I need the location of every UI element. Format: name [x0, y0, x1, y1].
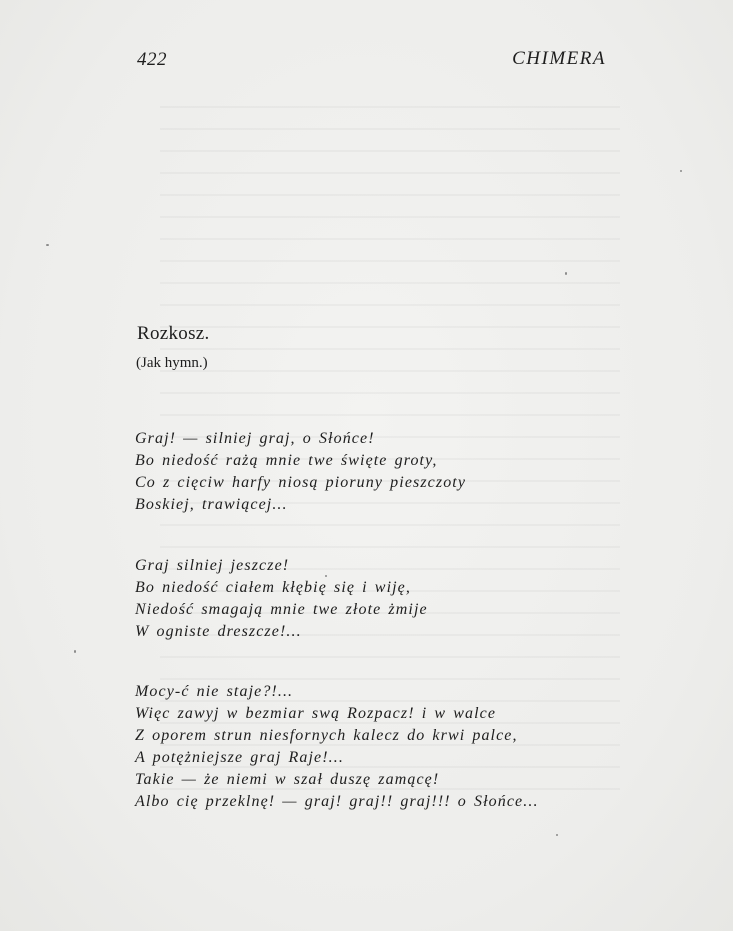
paper-speck [46, 244, 49, 246]
poem-line: Albo cię przeklnę! — graj! graj!! graj!!! o Słońce... [135, 793, 539, 810]
paper-speck [556, 834, 558, 836]
poem-line: Niedość smagają mnie twe złote żmije [135, 601, 428, 618]
poem-line: Boskiej, trawiącej... [135, 496, 288, 513]
poem-line: A potężniejsze graj Raje!... [135, 749, 344, 766]
stanza-2 [135, 555, 428, 643]
paper-speck [325, 575, 327, 577]
poem-line: Z oporem strun niesfornych kalecz do krwi palce, [135, 727, 518, 744]
stanza-3 [135, 681, 539, 813]
poem-line: Graj silniej jeszcze! [135, 557, 290, 574]
stanza-1 [135, 428, 466, 516]
poem-title: Rozkosz. [137, 323, 210, 344]
paper-speck [680, 170, 682, 172]
paper-speck [74, 650, 76, 653]
poem-line: W ogniste dreszcze!... [135, 623, 302, 640]
poem-subtitle: (Jak hymn.) [136, 355, 208, 371]
poem-line: Bo niedość rażą mnie twe święte groty, [135, 452, 438, 469]
running-title: CHIMERA [512, 48, 606, 69]
poem-line: Bo niedość ciałem kłębię się i wiję, [135, 579, 411, 596]
paper-speck [565, 272, 567, 275]
page-number: 422 [137, 49, 167, 70]
poem-line: Więc zawyj w bezmiar swą Rozpacz! i w walce [135, 705, 497, 722]
poem-line: Mocy-ć nie staje?!... [135, 683, 294, 700]
poem-line: Takie — że niemi w szał duszę zamącę! [135, 771, 440, 788]
poem-line: Graj! — silniej graj, o Słońce! [135, 430, 375, 447]
poem-line: Co z cięciw harfy niosą pioruny pieszczoty [135, 474, 467, 491]
